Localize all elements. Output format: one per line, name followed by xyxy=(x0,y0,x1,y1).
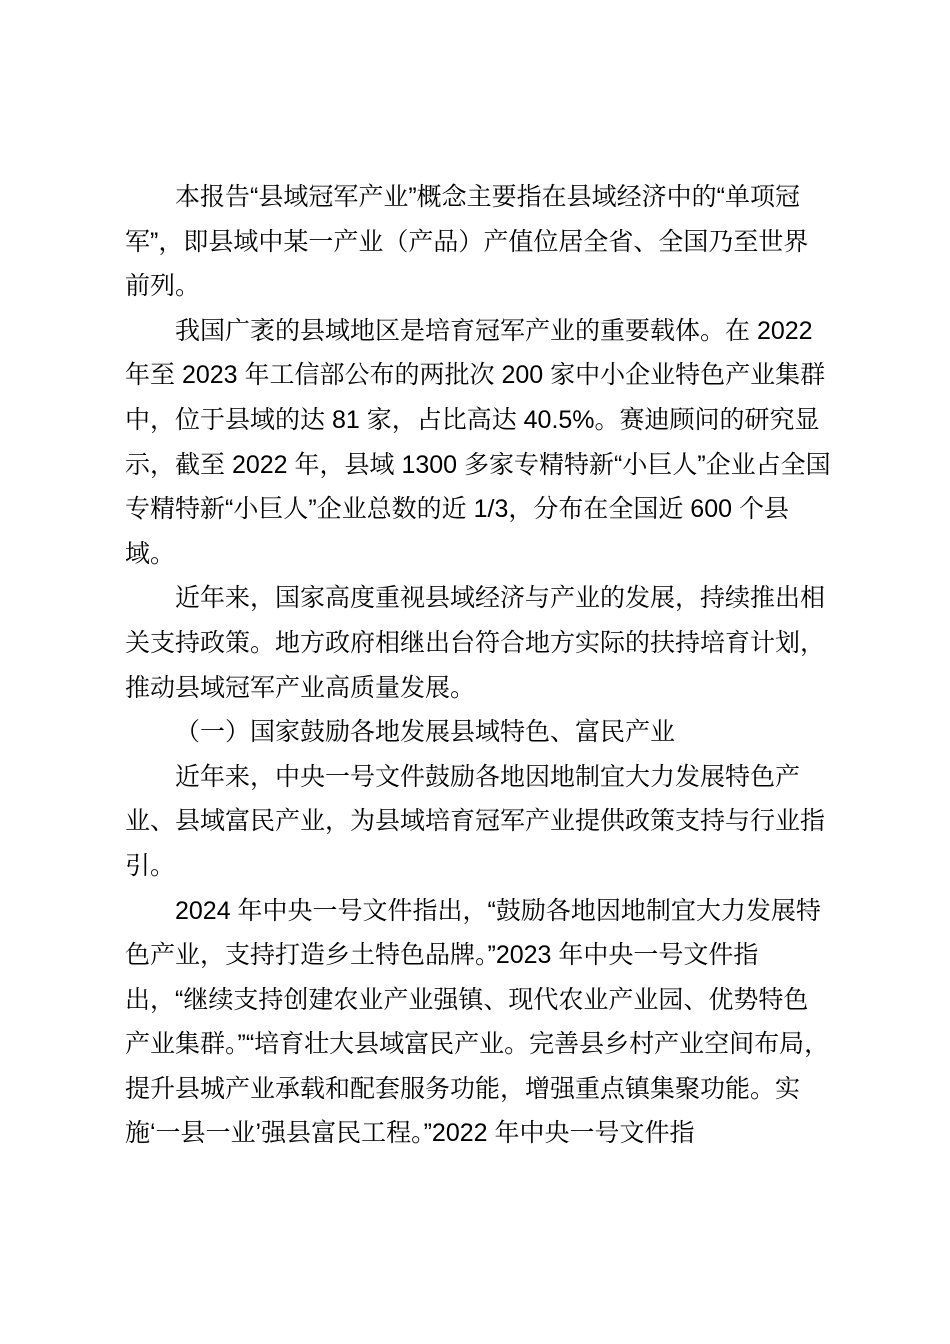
paragraph-central-document-intro: 近年来，中央一号文件鼓励各地因地制宜大力发展特色产业、县域富民产业，为县域培育冠军产业提供政策支持与行业指引。 xyxy=(125,762,826,880)
section-heading-one: （一）国家鼓励各地发展县域特色、富民产业 xyxy=(175,718,676,747)
paragraph-national-policy: 近年来，国家高度重视县域经济与产业的发展，持续推出相关支持政策。地方政府相继出台符合地方实际的扶持培育计划，推动县域冠军产业高质量发展。 xyxy=(125,584,826,702)
document-body xyxy=(125,175,831,1156)
paragraph-county-clusters: 我国广袤的县域地区是培育冠军产业的重要载体。在 2022 年至 2023 年工信部公布的两批次 200 家中小企业特色产业集群中，位于县域的达 81 家，占比高达 40.5%。赛迪顾问的研究显示，截至 2022 年，县域 1300 多家专精特新“小巨人”企业占全国专精特新“小巨人”企业总数的近 1/3，分布在全国近 600 个县域。 xyxy=(125,316,831,568)
paragraph-definition: 本报告“县域冠军产业”概念主要指在县域经济中的“单项冠军”，即县域中某一产业（产品）产值位居全省、全国乃至世界前列。 xyxy=(125,183,809,301)
paragraph-central-document-quotes: 2024 年中央一号文件指出，“鼓励各地因地制宜大力发展特色产业，支持打造乡土特色品牌。”2023 年中央一号文件指出，“继续支持创建农业产业强镇、现代农业产业园、优势特色产业集群。”“培育壮大县域富民产业。完善县乡村产业空间布局，提升县城产业承载和配套服务功能，增强重点镇集聚功能。实施‘一县一业’强县富民工程。”2022 年中央一号文件指 xyxy=(125,896,830,1148)
